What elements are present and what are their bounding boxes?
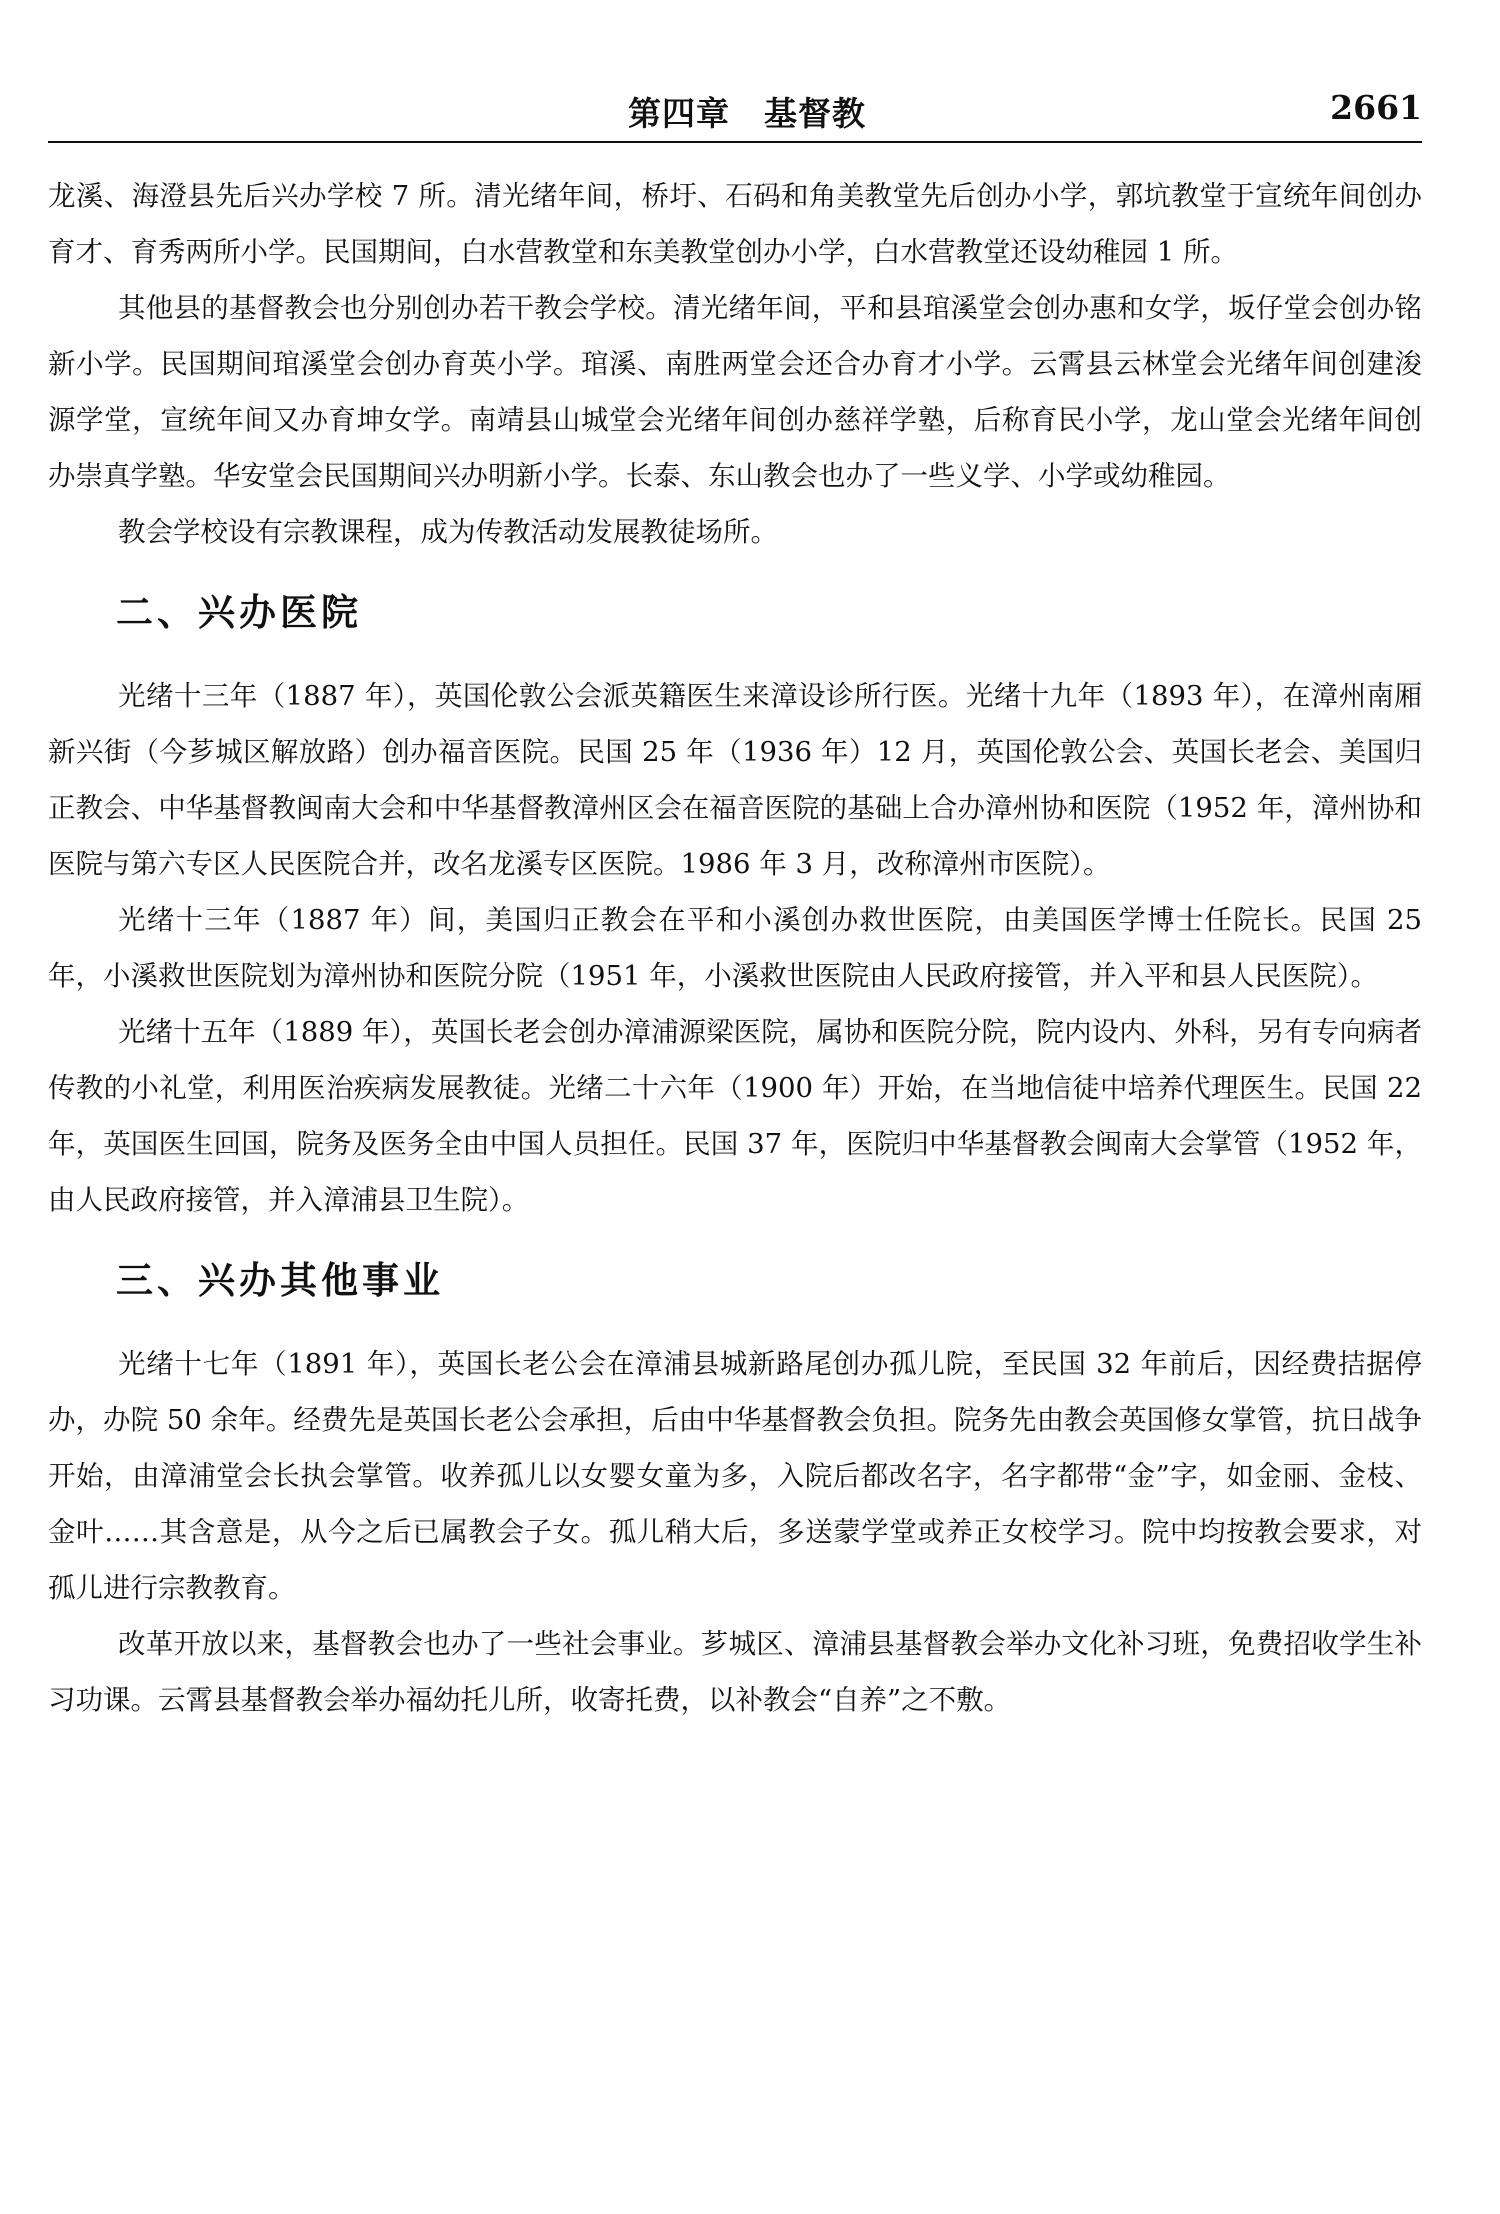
header-title <box>628 88 866 135</box>
chapter-title: 基督教 <box>764 94 866 133</box>
body-paragraph: 光绪十三年（1887 年）间，美国归正教会在平和小溪创办救世医院，由美国医学博士任院长。民国 25 年，小溪救世医院划为漳州协和医院分院（1951 年，小溪救世医院由人民政府接管，并入平和县人民医院）。 <box>48 904 1422 992</box>
body-paragraph: 改革开放以来，基督教会也办了一些社会事业。芗城区、漳浦县基督教会举办文化补习班，免费招收学生补习功课。云霄县基督教会举办福幼托儿所，收寄托费，以补教会“自养”之不敷。 <box>48 1628 1422 1716</box>
section-heading-hospitals: 二、兴办医院 <box>116 590 362 634</box>
body-paragraph: 龙溪、海澄县先后兴办学校 7 所。清光绪年间，桥圩、石码和角美教堂先后创办小学，郭坑教堂于宣统年间创办育才、育秀两所小学。民国期间，白水营教堂和东美教堂创办小学，白水营教堂还设幼稚园 1 所。 <box>48 180 1422 268</box>
body-paragraph: 光绪十五年（1889 年），英国长老会创办漳浦源梁医院，属协和医院分院，院内设内、外科，另有专向病者传教的小礼堂，利用医治疾病发展教徒。光绪二十六年（1900 年）开始，在当地信徒中培养代理医生。民国 22 年，英国医生回国，院务及医务全由中国人员担任。民国 37 年，医院归中华基督教会闽南大会掌管（1952 年，由人民政府接管，并入漳浦县卫生院）。 <box>48 1016 1422 1216</box>
page-number: 2661 <box>1330 88 1422 127</box>
section-heading-other-enterprises: 三、兴办其他事业 <box>116 1258 444 1302</box>
header-divider <box>48 141 1422 143</box>
body-paragraph: 光绪十七年（1891 年），英国长老公会在漳浦县城新路尾创办孤儿院，至民国 32 年前后，因经费拮据停办，办院 50 余年。经费先是英国长老公会承担，后由中华基督教会负担。院务先由教会英国修女掌管，抗日战争开始，由漳浦堂会长执会掌管。收养孤儿以女婴女童为多，入院后都改名字，名字都带“金”字，如金丽、金枝、金叶……其含意是，从今之后已属教会子女。孤儿稍大后，多送蒙学堂或养正女校学习。院中均按教会要求，对孤儿进行宗教教育。 <box>48 1348 1422 1604</box>
page-body <box>48 168 1422 1728</box>
body-paragraph: 教会学校设有宗教课程，成为传教活动发展教徒场所。 <box>118 516 778 548</box>
chapter-label: 第四章 <box>628 94 730 133</box>
body-paragraph: 光绪十三年（1887 年），英国伦敦公会派英籍医生来漳设诊所行医。光绪十九年（1893 年），在漳州南厢新兴街（今芗城区解放路）创办福音医院。民国 25 年（1936 年）12 月，英国伦敦公会、英国长老会、美国归正教会、中华基督教闽南大会和中华基督教漳州区会在福音医院的基础上合办漳州协和医院（1952 年，漳州协和医院与第六专区人民医院合并，改名龙溪专区医院。1986 年 3 月，改称漳州市医院）。 <box>48 680 1422 880</box>
running-header <box>48 88 1422 138</box>
body-paragraph: 其他县的基督教会也分别创办若干教会学校。清光绪年间，平和县琯溪堂会创办惠和女学，坂仔堂会创办铭新小学。民国期间琯溪堂会创办育英小学。琯溪、南胜两堂会还合办育才小学。云霄县云林堂会光绪年间创建浚源学堂，宣统年间又办育坤女学。南靖县山城堂会光绪年间创办慈祥学塾，后称育民小学，龙山堂会光绪年间创办崇真学塾。华安堂会民国期间兴办明新小学。长泰、东山教会也办了一些义学、小学或幼稚园。 <box>48 292 1422 492</box>
